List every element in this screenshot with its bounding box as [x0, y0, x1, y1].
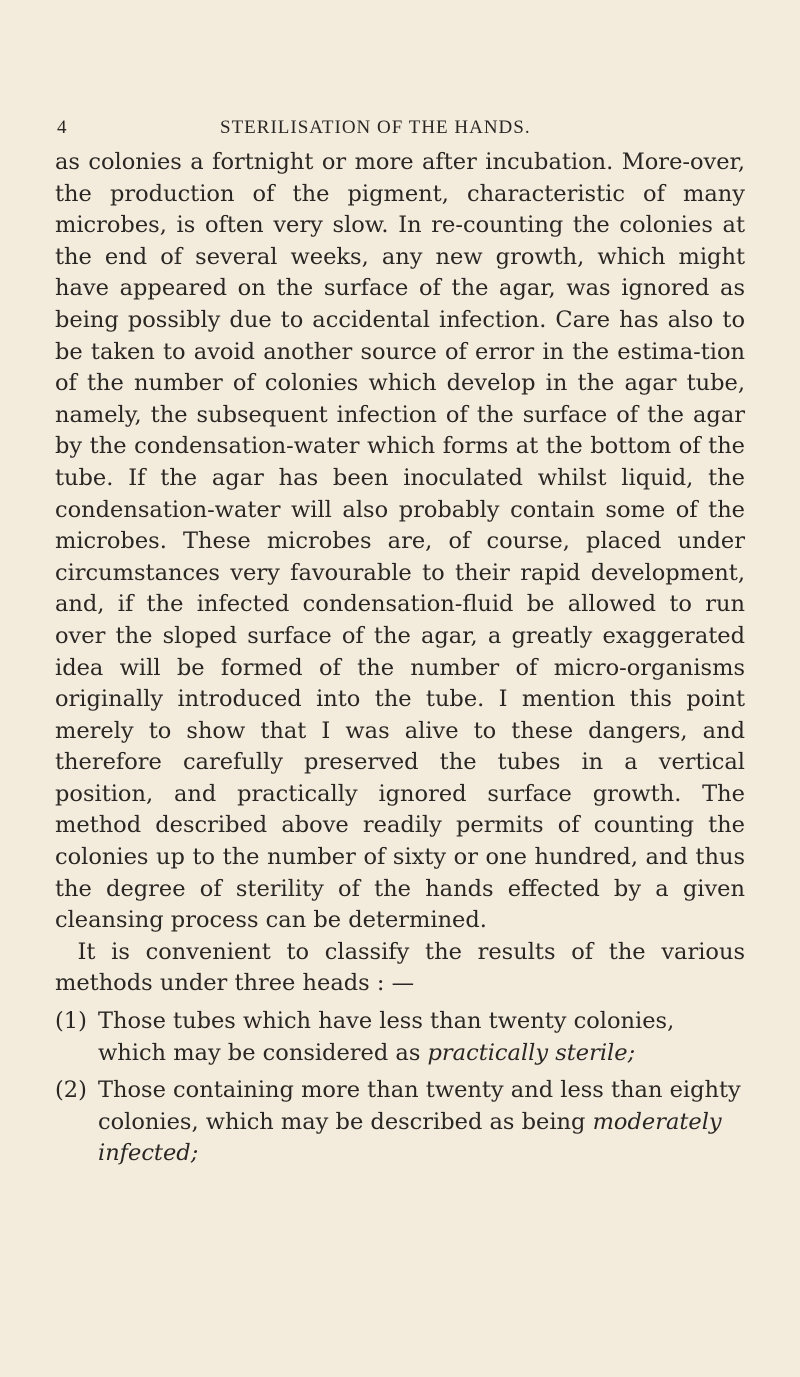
- list-item-number: (2): [55, 1077, 87, 1104]
- list-item-body: [98, 1006, 745, 1069]
- list-item-number: (1): [55, 1008, 87, 1035]
- list-item-text: Those tubes which have less than twenty colonies, which may be considered as: [98, 1008, 675, 1066]
- page-header: [55, 117, 720, 143]
- list-item: [55, 1075, 745, 1170]
- classification-list: [55, 1006, 745, 1170]
- paragraph: [55, 937, 745, 1000]
- paragraph: as colonies a fortnight or more after incubation. More-over, the production of the pigment, characteristic of many microbes, is often very slow. In re-counting the colonies at the end of several weeks, any new growth, which might have appeared on the surface of the agar, was ignored as being possibly due to accidental infection. Care has also to be taken to avoid another source of error in the estima-tion of the number of colonies which develop in the agar tube, namely, the subsequent infection of the surface of the agar by the condensation-water which forms at the bottom of the tube. If the agar has been inoculated whilst liquid, the condensation-water will also probably contain some of the microbes. These microbes are, of course, placed under circumstances very favourable to their rapid development, and, if the infected condensation-fluid be allowed to run over the sloped surface of the agar, a greatly exaggerated idea will be formed of the number of micro-organisms originally introduced into the tube. I mention this point merely to show that I was alive to these dangers, and therefore carefully preserved the tubes in a vertical position, and practically ignored surface growth. The method described above readily permits of counting the colonies up to the number of sixty or one hundred, and thus the degree of sterility of the hands effected by a given cleansing process can be determined.: [55, 149, 745, 934]
- list-item: [55, 1006, 745, 1069]
- list-item-body: [98, 1075, 745, 1170]
- running-head: STERILISATION OF THE HANDS.: [220, 117, 531, 138]
- paragraph-text: It is convenient to classify the results of the various methods under three heads : —: [55, 938, 745, 997]
- list-item-emphasis: moderately infected;: [98, 1108, 722, 1167]
- body-text: [55, 147, 745, 1176]
- page-number: 4: [57, 117, 67, 138]
- list-item-text: Those containing more than twenty and less than eighty colonies, which may be described as being: [98, 1077, 741, 1135]
- list-item-emphasis: practically sterile;: [427, 1039, 636, 1066]
